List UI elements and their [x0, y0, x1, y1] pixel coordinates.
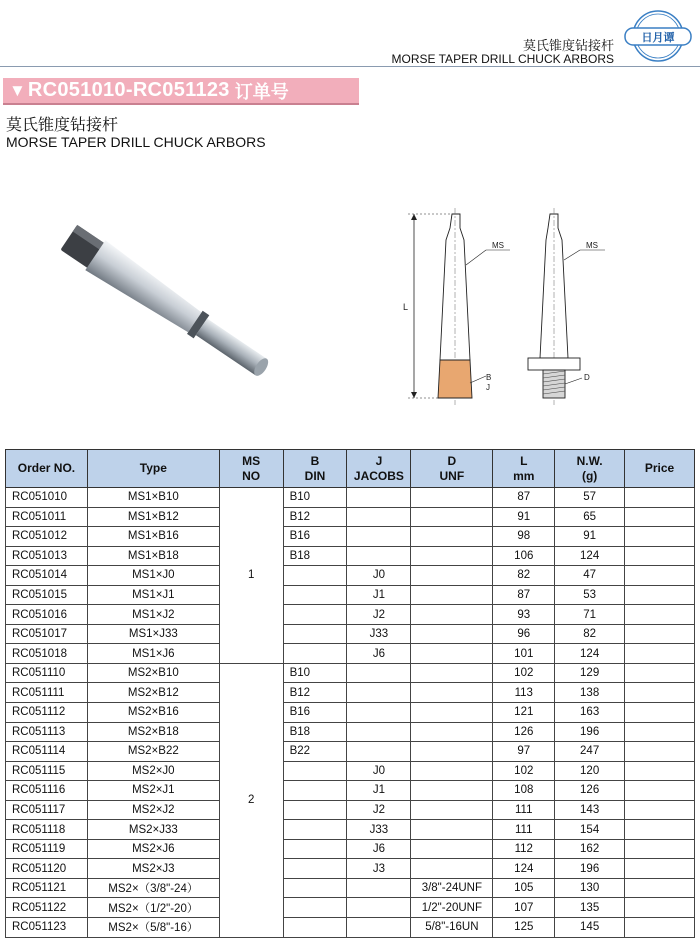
j-cell [347, 683, 411, 703]
j-cell: J3 [347, 859, 411, 879]
j-cell [347, 742, 411, 762]
d-cell [411, 605, 493, 625]
price-cell [625, 527, 695, 547]
l-cell: 105 [493, 878, 555, 898]
type-cell: MS1×J6 [87, 644, 219, 664]
j-cell: J1 [347, 585, 411, 605]
type-cell: MS2×J6 [87, 839, 219, 859]
table-header-cell: Price [625, 450, 695, 488]
order-cell: RC051010 [6, 488, 88, 508]
table-row [6, 918, 695, 938]
j-cell [347, 507, 411, 527]
table-header-cell: L mm [493, 450, 555, 488]
l-cell: 87 [493, 585, 555, 605]
nw-cell: 124 [555, 546, 625, 566]
type-cell: MS2×B12 [87, 683, 219, 703]
table-row [6, 585, 695, 605]
type-cell: MS2×J0 [87, 761, 219, 781]
price-cell [625, 663, 695, 683]
label-j: J [486, 383, 490, 392]
l-cell: 82 [493, 566, 555, 586]
price-cell [625, 703, 695, 723]
j-cell [347, 663, 411, 683]
price-cell [625, 605, 695, 625]
b-cell: B18 [283, 546, 347, 566]
j-cell [347, 918, 411, 938]
d-cell: 1/2"-20UNF [411, 898, 493, 918]
table-row [6, 800, 695, 820]
nw-cell: 196 [555, 722, 625, 742]
table-row [6, 527, 695, 547]
triangle-down-icon: ▼ [9, 80, 26, 100]
type-cell: MS2×J2 [87, 800, 219, 820]
d-cell [411, 781, 493, 801]
ms-no-cell: 2 [219, 663, 283, 937]
table-row [6, 761, 695, 781]
d-cell [411, 624, 493, 644]
price-cell [625, 546, 695, 566]
order-cell: RC051115 [6, 761, 88, 781]
order-cell: RC051111 [6, 683, 88, 703]
type-cell: MS1×J0 [87, 566, 219, 586]
b-cell [283, 761, 347, 781]
order-cell: RC051011 [6, 507, 88, 527]
price-cell [625, 566, 695, 586]
price-cell [625, 800, 695, 820]
price-cell [625, 644, 695, 664]
order-cell: RC051120 [6, 859, 88, 879]
product-title-cn: 莫氏锥度钻接杆 [6, 115, 119, 134]
order-cell: RC051114 [6, 742, 88, 762]
l-cell: 102 [493, 761, 555, 781]
type-cell: MS2×B10 [87, 663, 219, 683]
header-title-en: MORSE TAPER DRILL CHUCK ARBORS [391, 52, 614, 66]
label-ms-right: MS [586, 241, 598, 250]
order-cell: RC051118 [6, 820, 88, 840]
type-cell: MS1×J33 [87, 624, 219, 644]
nw-cell: 138 [555, 683, 625, 703]
price-cell [625, 488, 695, 508]
type-cell: MS1×B12 [87, 507, 219, 527]
b-cell: B12 [283, 683, 347, 703]
type-cell: MS2×（1/2"-20） [87, 898, 219, 918]
nw-cell: 47 [555, 566, 625, 586]
order-cell: RC051017 [6, 624, 88, 644]
type-cell: MS1×B16 [87, 527, 219, 547]
d-cell [411, 820, 493, 840]
nw-cell: 196 [555, 859, 625, 879]
table-row [6, 742, 695, 762]
l-cell: 124 [493, 859, 555, 879]
header-title-cn: 莫氏锥度钻接杆 [522, 39, 614, 54]
table-header-cell: J JACOBS [347, 450, 411, 488]
price-cell [625, 507, 695, 527]
d-cell [411, 859, 493, 879]
d-cell [411, 663, 493, 683]
price-cell [625, 859, 695, 879]
type-cell: MS2×B18 [87, 722, 219, 742]
type-cell: MS2×（3/8"-24） [87, 878, 219, 898]
price-cell [625, 781, 695, 801]
b-cell [283, 624, 347, 644]
logo-text: 日月谭 [641, 31, 675, 44]
label-d: D [584, 373, 590, 382]
order-range-code: RC051010-RC051123 [27, 79, 230, 101]
j-cell: J33 [347, 624, 411, 644]
d-cell: 3/8"-24UNF [411, 878, 493, 898]
b-cell: B10 [283, 488, 347, 508]
order-range-banner [3, 78, 359, 105]
order-cell: RC051119 [6, 839, 88, 859]
arbor-dimension-diagram [400, 200, 640, 410]
b-cell [283, 605, 347, 625]
j-cell [347, 546, 411, 566]
b-cell [283, 644, 347, 664]
table-row [6, 663, 695, 683]
j-cell [347, 878, 411, 898]
order-cell: RC051121 [6, 878, 88, 898]
order-cell: RC051013 [6, 546, 88, 566]
j-cell: J6 [347, 839, 411, 859]
l-cell: 126 [493, 722, 555, 742]
table-row [6, 546, 695, 566]
l-cell: 98 [493, 527, 555, 547]
type-cell: MS1×J2 [87, 605, 219, 625]
nw-cell: 135 [555, 898, 625, 918]
d-cell [411, 761, 493, 781]
l-cell: 121 [493, 703, 555, 723]
d-cell [411, 644, 493, 664]
nw-cell: 154 [555, 820, 625, 840]
d-cell [411, 683, 493, 703]
l-cell: 96 [493, 624, 555, 644]
label-b: B [486, 373, 492, 382]
nw-cell: 124 [555, 644, 625, 664]
table-row [6, 820, 695, 840]
d-cell [411, 507, 493, 527]
d-cell: 5/8"-16UN [411, 918, 493, 938]
nw-cell: 53 [555, 585, 625, 605]
b-cell: B18 [283, 722, 347, 742]
order-cell: RC051116 [6, 781, 88, 801]
order-cell: RC051014 [6, 566, 88, 586]
order-cell: RC051112 [6, 703, 88, 723]
l-cell: 108 [493, 781, 555, 801]
j-cell: J2 [347, 800, 411, 820]
table-header-cell: B DIN [283, 450, 347, 488]
table-row [6, 683, 695, 703]
nw-cell: 82 [555, 624, 625, 644]
j-cell [347, 898, 411, 918]
table-header-cell: D UNF [411, 450, 493, 488]
b-cell [283, 898, 347, 918]
order-cell: RC051117 [6, 800, 88, 820]
b-cell: B16 [283, 703, 347, 723]
price-cell [625, 918, 695, 938]
b-cell: B16 [283, 527, 347, 547]
price-cell [625, 585, 695, 605]
d-cell [411, 722, 493, 742]
type-cell: MS2×（5/8"-16） [87, 918, 219, 938]
b-cell [283, 839, 347, 859]
b-cell [283, 585, 347, 605]
price-cell [625, 898, 695, 918]
table-row [6, 898, 695, 918]
nw-cell: 163 [555, 703, 625, 723]
price-cell [625, 683, 695, 703]
order-cell: RC051015 [6, 585, 88, 605]
table-row [6, 839, 695, 859]
price-cell [625, 820, 695, 840]
table-header-cell: N.W. (g) [555, 450, 625, 488]
j-cell: J0 [347, 566, 411, 586]
j-cell [347, 527, 411, 547]
d-cell [411, 800, 493, 820]
d-cell [411, 839, 493, 859]
nw-cell: 91 [555, 527, 625, 547]
label-l: L [403, 302, 409, 312]
nw-cell: 143 [555, 800, 625, 820]
d-cell [411, 546, 493, 566]
order-cell: RC051110 [6, 663, 88, 683]
l-cell: 91 [493, 507, 555, 527]
type-cell: MS1×J1 [87, 585, 219, 605]
l-cell: 97 [493, 742, 555, 762]
price-cell [625, 742, 695, 762]
header-divider [0, 66, 700, 67]
b-cell [283, 781, 347, 801]
l-cell: 101 [493, 644, 555, 664]
type-cell: MS2×J33 [87, 820, 219, 840]
d-cell [411, 527, 493, 547]
nw-cell: 126 [555, 781, 625, 801]
b-cell [283, 800, 347, 820]
type-cell: MS2×J3 [87, 859, 219, 879]
l-cell: 112 [493, 839, 555, 859]
d-cell [411, 488, 493, 508]
nw-cell: 71 [555, 605, 625, 625]
l-cell: 113 [493, 683, 555, 703]
b-cell [283, 878, 347, 898]
b-cell [283, 859, 347, 879]
order-cell: RC051123 [6, 918, 88, 938]
j-cell [347, 722, 411, 742]
table-row [6, 624, 695, 644]
l-cell: 87 [493, 488, 555, 508]
table-header-row [6, 450, 695, 488]
b-cell [283, 918, 347, 938]
j-cell: J0 [347, 761, 411, 781]
b-cell [283, 566, 347, 586]
l-cell: 93 [493, 605, 555, 625]
table-row [6, 703, 695, 723]
j-cell: J6 [347, 644, 411, 664]
j-cell: J33 [347, 820, 411, 840]
nw-cell: 130 [555, 878, 625, 898]
table-row [6, 507, 695, 527]
type-cell: MS1×B18 [87, 546, 219, 566]
b-cell: B22 [283, 742, 347, 762]
table-row [6, 566, 695, 586]
d-cell [411, 585, 493, 605]
arbor-photo [48, 210, 298, 415]
b-cell: B10 [283, 663, 347, 683]
nw-cell: 57 [555, 488, 625, 508]
type-cell: MS2×J1 [87, 781, 219, 801]
table-row [6, 488, 695, 508]
company-logo [622, 8, 694, 64]
table-row [6, 781, 695, 801]
order-range-suffix: 订单号 [234, 81, 289, 103]
table-header-cell: MS NO [219, 450, 283, 488]
price-cell [625, 624, 695, 644]
type-cell: MS1×B10 [87, 488, 219, 508]
type-cell: MS2×B22 [87, 742, 219, 762]
j-cell: J2 [347, 605, 411, 625]
nw-cell: 65 [555, 507, 625, 527]
ms-no-cell: 1 [219, 488, 283, 664]
product-title-en: MORSE TAPER DRILL CHUCK ARBORS [6, 134, 266, 150]
table-header-cell: Type [87, 450, 219, 488]
l-cell: 106 [493, 546, 555, 566]
table-row [6, 878, 695, 898]
table-row [6, 605, 695, 625]
d-cell [411, 703, 493, 723]
b-cell: B12 [283, 507, 347, 527]
j-cell: J1 [347, 781, 411, 801]
table-header-cell: Order NO. [6, 450, 88, 488]
order-cell: RC051012 [6, 527, 88, 547]
order-cell: RC051016 [6, 605, 88, 625]
d-cell [411, 566, 493, 586]
l-cell: 125 [493, 918, 555, 938]
j-cell [347, 703, 411, 723]
type-cell: MS2×B16 [87, 703, 219, 723]
price-cell [625, 761, 695, 781]
nw-cell: 162 [555, 839, 625, 859]
spec-table [5, 449, 695, 938]
nw-cell: 145 [555, 918, 625, 938]
price-cell [625, 878, 695, 898]
order-cell: RC051018 [6, 644, 88, 664]
table-row [6, 644, 695, 664]
price-cell [625, 722, 695, 742]
nw-cell: 247 [555, 742, 625, 762]
price-cell [625, 839, 695, 859]
nw-cell: 120 [555, 761, 625, 781]
l-cell: 111 [493, 800, 555, 820]
l-cell: 111 [493, 820, 555, 840]
order-cell: RC051113 [6, 722, 88, 742]
d-cell [411, 742, 493, 762]
l-cell: 107 [493, 898, 555, 918]
nw-cell: 129 [555, 663, 625, 683]
order-cell: RC051122 [6, 898, 88, 918]
table-row [6, 722, 695, 742]
j-cell [347, 488, 411, 508]
b-cell [283, 820, 347, 840]
l-cell: 102 [493, 663, 555, 683]
label-ms-left: MS [492, 241, 504, 250]
table-row [6, 859, 695, 879]
